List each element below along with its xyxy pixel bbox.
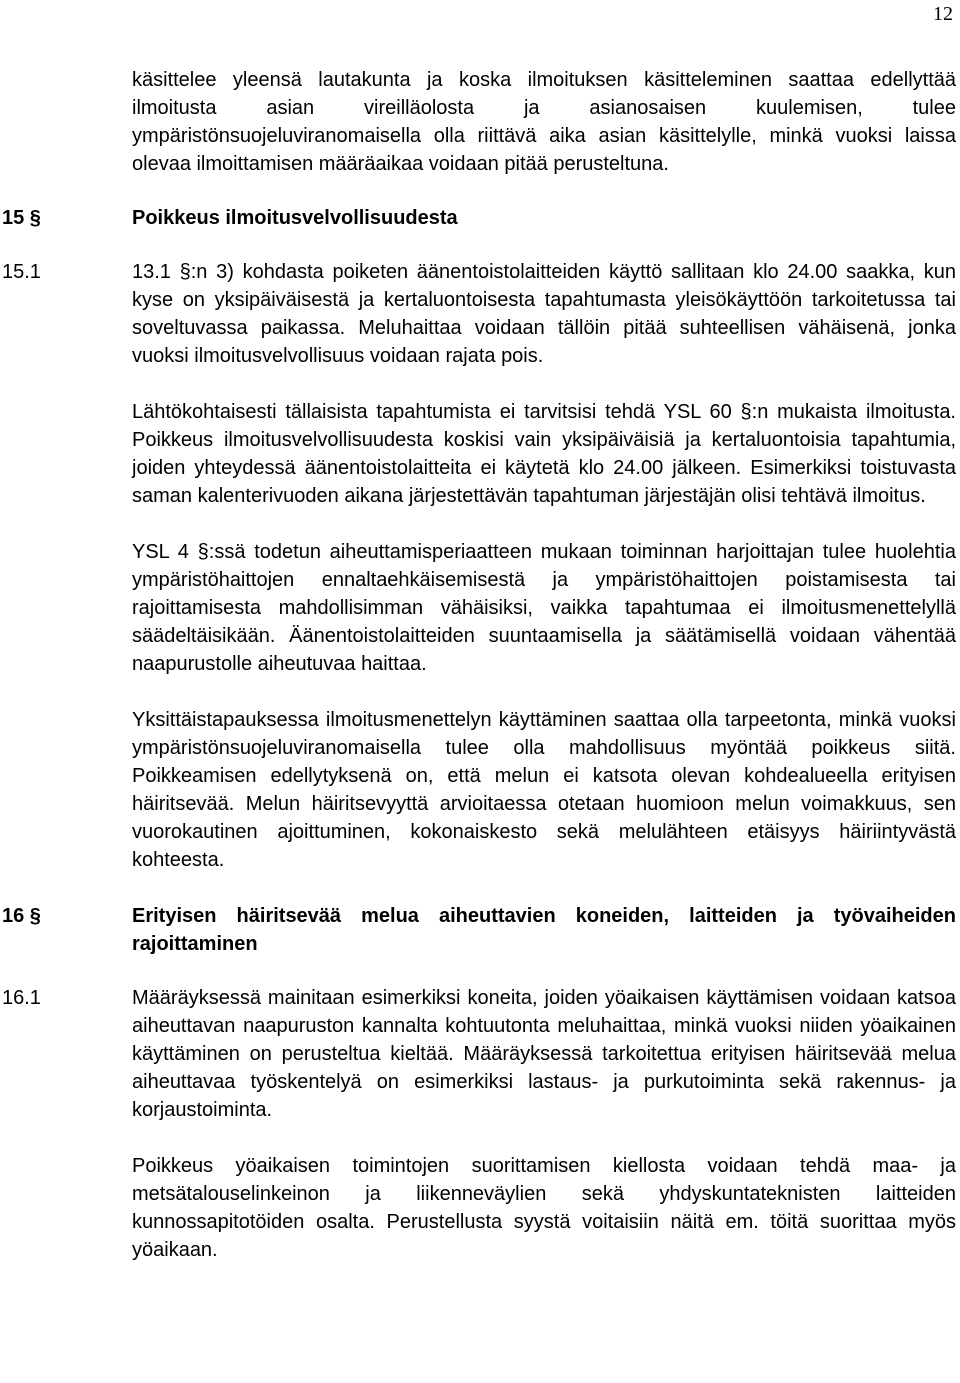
section-15-1-paragraph-3: YSL 4 §:ssä todetun aiheuttamisperiaatteen mukaan toiminnan harjoittajan tulee huolehtia ympäristöhaittojen ennaltaehkäisemisestä ja ympäristöhaittojen poistamisesta tai rajoittamisesta mahdollisimman vähäisiksi, vaikka tapahtumaa ei ilmoitusmenettelyllä säädeltäisikään. Äänentoistolaitteiden suuntaamisella ja säätämisellä voidaan vähentää naapurustolle aiheutuvaa haittaa. [132,541,956,675]
section-16-1-paragraph-1: Määräyksessä mainitaan esimerkiksi koneita, joiden yöaikaisen käyttämisen voidaan katsoa aiheuttavan naapuruston kannalta kohtuutonta meluhaittaa, minkä vuoksi niiden yöaikainen käyttäminen on perusteltua kieltää. Määräyksessä tarkoitettua erityisen häiritsevää melua aiheuttavaa työskentelyä on esimerkiksi lastaus- ja purkutoiminta sekä rakennus- ja korjaustoiminta. [132,987,956,1121]
section-15-heading [0,204,956,232]
page-number: 12 [933,3,953,25]
section-15-title: Poikkeus ilmoitusvelvollisuudesta [132,207,458,229]
section-16-1 [0,984,956,1124]
section-15-1-paragraph-2: Lähtökohtaisesti tällaisista tapahtumista ei tarvitsisi tehdä YSL 60 §:n mukaista ilmoitusta. Poikkeus ilmoitusvelvollisuudesta koskisi vain yksipäiväisiä ja kertaluontoisia tapahtumia, joiden yhteydessä äänentoistolaitteita ei käytetä klo 24.00 jälkeen. Esimerkiksi toistuvasta saman kalenterivuoden aikana järjestettävän tapahtuman järjestäjän olisi tehtävä ilmoitus. [132,401,956,507]
section-16-title: Erityisen häiritsevää melua aiheuttavien koneiden, laitteiden ja työvaiheiden rajoittaminen [132,905,956,955]
section-16-1-paragraph-2: Poikkeus yöaikaisen toimintojen suorittamisen kiellosta voidaan tehdä maa- ja metsätalouselinkeinon ja liikenneväylien sekä yhdyskuntateknisten laitteiden kunnossapitotöiden osalta. Perustellusta syystä voitaisiin näitä em. töitä suorittaa myös yöaikaan. [132,1155,956,1261]
section-16-number: 16 § [2,905,41,927]
section-16-heading [0,902,956,958]
section-15-1 [0,258,956,370]
section-15-1-paragraph-1: 13.1 §:n 3) kohdasta poiketen äänentoistolaitteiden käyttö sallitaan klo 24.00 saakka, kun kyse on yksipäiväisestä ja kertaluontoisesta tapahtumasta yleisökäyttöön tarkoitetussa tai soveltuvassa paikassa. Meluhaittaa voidaan tällöin pitää suhteellisen vähäisenä, jonka vuoksi ilmoitusvelvollisuus voidaan rajata pois. [132,261,956,367]
section-15-number: 15 § [2,207,41,229]
section-15-1-paragraph-4: Yksittäistapauksessa ilmoitusmenettelyn käyttäminen saattaa olla tarpeetonta, minkä vuoksi ympäristönsuojeluviranomaisella tulee olla mahdollisuus myöntää poikkeus siitä. Poikkeamisen edellytyksenä on, että melun ei katsota olevan kohdealueella erityisen häiritsevää. Melun häiritsevyyttä arvioitaessa otetaan huomioon melun voimakkuus, sen vuorokautinen ajoittuminen, kokonaiskesto sekä melulähteen etäisyys häiriintyvästä kohteesta. [132,709,956,871]
section-15-1-number: 15.1 [2,261,41,283]
section-16-1-number: 16.1 [2,987,41,1009]
document-body [0,66,960,1264]
intro-paragraph: käsittelee yleensä lautakunta ja koska ilmoituksen käsitteleminen saattaa edellyttää ilmoitusta asian vireilläolosta ja asianosaisen kuulemisen, tulee ympäristönsuojeluviranomaisella olla riittävä aika asian käsittelylle, minkä vuoksi laissa olevaa ilmoittamisen määräaikaa voidaan pitää perusteltuna. [132,69,956,175]
